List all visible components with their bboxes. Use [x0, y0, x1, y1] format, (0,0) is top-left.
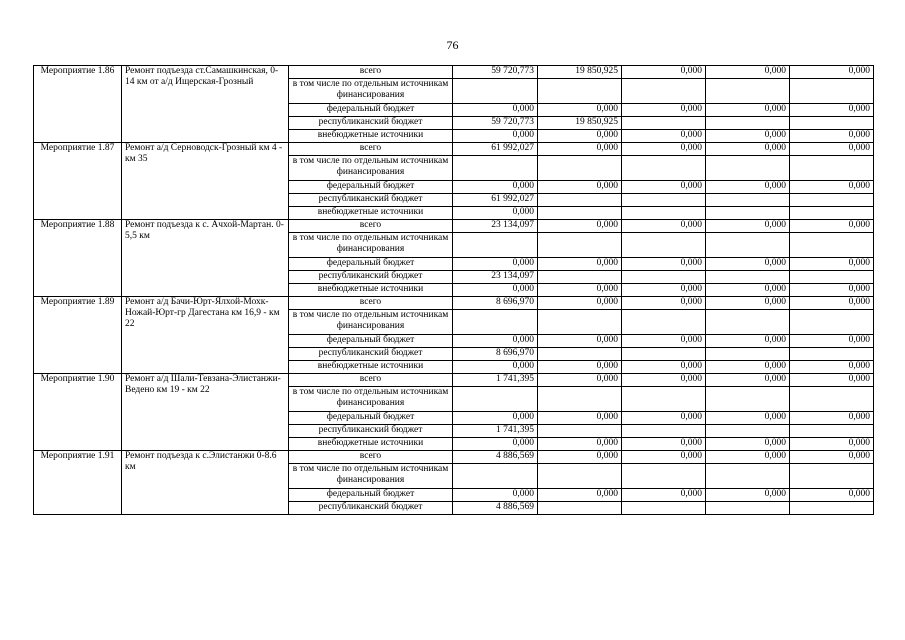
amount-cell: 0,000	[453, 130, 538, 143]
amount-cell: 0,000	[790, 438, 874, 451]
measure-description: Ремонт а/д Серноводск-Грозный км 4 - км 35	[122, 143, 289, 220]
amount-cell: 0,000	[706, 181, 790, 194]
amount-cell	[453, 156, 538, 181]
amount-cell: 0,000	[706, 130, 790, 143]
budget-table	[33, 65, 874, 515]
amount-cell: 0,000	[622, 258, 706, 271]
amount-cell	[790, 156, 874, 181]
amount-cell: 0,000	[453, 438, 538, 451]
amount-cell	[790, 464, 874, 489]
amount-cell	[706, 425, 790, 438]
amount-cell	[622, 310, 706, 335]
amount-cell	[790, 79, 874, 104]
measure-description: Ремонт а/д Бачи-Юрт-Ялхой-Мохк-Ножай-Юрт-гр Дагестана км 16,9 - км 22	[122, 297, 289, 374]
amount-cell	[706, 310, 790, 335]
amount-cell	[538, 464, 622, 489]
amount-cell: 59 720,773	[453, 117, 538, 130]
amount-cell: 0,000	[790, 361, 874, 374]
amount-cell	[706, 194, 790, 207]
funding-source-label: республиканский бюджет	[289, 271, 453, 284]
amount-cell	[538, 425, 622, 438]
amount-cell: 0,000	[538, 130, 622, 143]
amount-cell: 0,000	[790, 374, 874, 387]
amount-cell: 8 696,970	[453, 297, 538, 310]
amount-cell	[706, 233, 790, 258]
amount-cell: 0,000	[706, 451, 790, 464]
funding-source-label: внебюджетные источники	[289, 284, 453, 297]
funding-source-label: в том числе по отдельным источникам финансирования	[289, 310, 453, 335]
amount-cell: 0,000	[790, 143, 874, 156]
amount-cell	[538, 271, 622, 284]
amount-cell	[622, 207, 706, 220]
table-row	[34, 451, 874, 464]
funding-source-label: республиканский бюджет	[289, 117, 453, 130]
amount-cell: 0,000	[453, 412, 538, 425]
amount-cell	[706, 387, 790, 412]
amount-cell: 0,000	[453, 361, 538, 374]
amount-cell	[622, 348, 706, 361]
amount-cell: 4 886,569	[453, 502, 538, 515]
amount-cell	[453, 233, 538, 258]
amount-cell: 61 992,027	[453, 143, 538, 156]
funding-source-label: всего	[289, 297, 453, 310]
funding-source-label: федеральный бюджет	[289, 104, 453, 117]
funding-source-label: внебюджетные источники	[289, 130, 453, 143]
amount-cell: 0,000	[453, 284, 538, 297]
amount-cell: 0,000	[538, 489, 622, 502]
measure-number: Мероприятие 1.90	[34, 374, 122, 451]
funding-source-label: республиканский бюджет	[289, 502, 453, 515]
amount-cell: 0,000	[538, 335, 622, 348]
amount-cell	[622, 464, 706, 489]
amount-cell: 0,000	[622, 412, 706, 425]
funding-source-label: в том числе по отдельным источникам финансирования	[289, 387, 453, 412]
amount-cell	[538, 156, 622, 181]
funding-source-label: всего	[289, 143, 453, 156]
amount-cell	[706, 79, 790, 104]
measure-number: Мероприятие 1.89	[34, 297, 122, 374]
funding-source-label: федеральный бюджет	[289, 258, 453, 271]
amount-cell: 8 696,970	[453, 348, 538, 361]
amount-cell: 0,000	[453, 335, 538, 348]
amount-cell	[453, 79, 538, 104]
amount-cell: 0,000	[790, 284, 874, 297]
amount-cell: 0,000	[622, 451, 706, 464]
amount-cell	[706, 156, 790, 181]
amount-cell: 0,000	[622, 438, 706, 451]
funding-source-label: всего	[289, 220, 453, 233]
amount-cell: 0,000	[538, 258, 622, 271]
amount-cell: 0,000	[706, 143, 790, 156]
amount-cell: 0,000	[453, 104, 538, 117]
amount-cell: 0,000	[622, 284, 706, 297]
amount-cell	[622, 156, 706, 181]
funding-source-label: в том числе по отдельным источникам финансирования	[289, 79, 453, 104]
amount-cell: 0,000	[706, 361, 790, 374]
funding-source-label: федеральный бюджет	[289, 181, 453, 194]
amount-cell	[790, 194, 874, 207]
funding-source-label: в том числе по отдельным источникам финансирования	[289, 156, 453, 181]
amount-cell	[538, 387, 622, 412]
amount-cell	[538, 79, 622, 104]
funding-source-label: всего	[289, 66, 453, 79]
measure-description: Ремонт подъезда к с.Элистанжи 0-8.6 км	[122, 451, 289, 515]
amount-cell	[706, 464, 790, 489]
amount-cell: 0,000	[790, 297, 874, 310]
amount-cell: 0,000	[538, 374, 622, 387]
amount-cell: 1 741,395	[453, 425, 538, 438]
measure-number: Мероприятие 1.91	[34, 451, 122, 515]
amount-cell: 4 886,569	[453, 451, 538, 464]
amount-cell	[622, 79, 706, 104]
funding-source-label: в том числе по отдельным источникам финансирования	[289, 233, 453, 258]
amount-cell	[790, 233, 874, 258]
amount-cell	[622, 387, 706, 412]
amount-cell: 0,000	[706, 284, 790, 297]
amount-cell	[622, 271, 706, 284]
table-row	[34, 66, 874, 79]
amount-cell: 0,000	[538, 412, 622, 425]
measure-number: Мероприятие 1.86	[34, 66, 122, 143]
amount-cell: 0,000	[790, 451, 874, 464]
amount-cell	[622, 194, 706, 207]
amount-cell: 0,000	[706, 258, 790, 271]
funding-source-label: республиканский бюджет	[289, 425, 453, 438]
amount-cell	[622, 502, 706, 515]
amount-cell: 0,000	[790, 412, 874, 425]
measure-description: Ремонт а/д Шали-Тевзана-Элистанжи-Ведено км 19 - км 22	[122, 374, 289, 451]
amount-cell	[790, 117, 874, 130]
amount-cell: 0,000	[706, 438, 790, 451]
amount-cell: 0,000	[622, 143, 706, 156]
funding-source-label: в том числе по отдельным источникам финансирования	[289, 464, 453, 489]
amount-cell: 0,000	[453, 181, 538, 194]
amount-cell: 0,000	[790, 66, 874, 79]
amount-cell: 0,000	[706, 489, 790, 502]
amount-cell: 0,000	[790, 258, 874, 271]
table-row	[34, 220, 874, 233]
amount-cell: 0,000	[622, 374, 706, 387]
amount-cell	[622, 233, 706, 258]
amount-cell: 0,000	[538, 143, 622, 156]
amount-cell: 0,000	[706, 104, 790, 117]
amount-cell: 0,000	[706, 66, 790, 79]
amount-cell	[790, 502, 874, 515]
page-number: 76	[446, 38, 459, 52]
amount-cell	[538, 348, 622, 361]
amount-cell	[790, 207, 874, 220]
funding-source-label: федеральный бюджет	[289, 335, 453, 348]
amount-cell: 0,000	[622, 335, 706, 348]
amount-cell	[453, 464, 538, 489]
amount-cell: 0,000	[622, 181, 706, 194]
measure-number: Мероприятие 1.87	[34, 143, 122, 220]
amount-cell: 19 850,925	[538, 117, 622, 130]
table-row	[34, 143, 874, 156]
amount-cell: 0,000	[706, 220, 790, 233]
amount-cell	[538, 502, 622, 515]
amount-cell	[538, 310, 622, 335]
amount-cell: 0,000	[453, 258, 538, 271]
funding-source-label: всего	[289, 374, 453, 387]
amount-cell: 19 850,925	[538, 66, 622, 79]
amount-cell: 0,000	[790, 130, 874, 143]
amount-cell: 0,000	[622, 66, 706, 79]
funding-source-label: республиканский бюджет	[289, 348, 453, 361]
amount-cell: 61 992,027	[453, 194, 538, 207]
amount-cell: 0,000	[538, 451, 622, 464]
amount-cell: 0,000	[790, 335, 874, 348]
amount-cell: 0,000	[622, 361, 706, 374]
amount-cell: 0,000	[622, 489, 706, 502]
amount-cell: 0,000	[538, 220, 622, 233]
measure-description: Ремонт подъезда ст.Самашкинская, 0-14 км от а/д Ищерская-Грозный	[122, 66, 289, 143]
funding-source-label: всего	[289, 451, 453, 464]
amount-cell: 1 741,395	[453, 374, 538, 387]
amount-cell: 0,000	[622, 104, 706, 117]
amount-cell: 0,000	[538, 284, 622, 297]
amount-cell: 0,000	[538, 361, 622, 374]
funding-source-label: внебюджетные источники	[289, 207, 453, 220]
amount-cell: 0,000	[790, 181, 874, 194]
amount-cell	[706, 271, 790, 284]
funding-source-label: внебюджетные источники	[289, 361, 453, 374]
amount-cell: 0,000	[706, 335, 790, 348]
funding-source-label: федеральный бюджет	[289, 412, 453, 425]
amount-cell	[790, 387, 874, 412]
table-row	[34, 297, 874, 310]
amount-cell: 0,000	[706, 297, 790, 310]
amount-cell: 0,000	[538, 297, 622, 310]
amount-cell	[453, 387, 538, 412]
measure-description: Ремонт подъезда к с. Ачхой-Мартан. 0-5,5 км	[122, 220, 289, 297]
funding-source-label: внебюджетные источники	[289, 438, 453, 451]
amount-cell: 23 134,097	[453, 220, 538, 233]
amount-cell	[538, 207, 622, 220]
amount-cell: 0,000	[622, 130, 706, 143]
amount-cell	[538, 233, 622, 258]
amount-cell: 0,000	[622, 220, 706, 233]
amount-cell: 0,000	[538, 181, 622, 194]
measure-number: Мероприятие 1.88	[34, 220, 122, 297]
amount-cell	[706, 207, 790, 220]
amount-cell: 0,000	[622, 297, 706, 310]
amount-cell	[706, 348, 790, 361]
amount-cell: 0,000	[790, 104, 874, 117]
amount-cell	[790, 271, 874, 284]
amount-cell: 0,000	[453, 489, 538, 502]
amount-cell	[790, 348, 874, 361]
amount-cell: 59 720,773	[453, 66, 538, 79]
amount-cell: 0,000	[790, 489, 874, 502]
amount-cell	[622, 425, 706, 438]
amount-cell	[790, 310, 874, 335]
amount-cell: 0,000	[790, 220, 874, 233]
amount-cell: 0,000	[453, 207, 538, 220]
amount-cell	[453, 310, 538, 335]
table-row	[34, 374, 874, 387]
amount-cell: 0,000	[706, 412, 790, 425]
funding-source-label: республиканский бюджет	[289, 194, 453, 207]
amount-cell	[538, 194, 622, 207]
amount-cell	[790, 425, 874, 438]
amount-cell: 0,000	[538, 438, 622, 451]
amount-cell: 23 134,097	[453, 271, 538, 284]
amount-cell	[706, 502, 790, 515]
amount-cell	[706, 117, 790, 130]
amount-cell: 0,000	[706, 374, 790, 387]
funding-source-label: федеральный бюджет	[289, 489, 453, 502]
amount-cell: 0,000	[538, 104, 622, 117]
amount-cell	[622, 117, 706, 130]
